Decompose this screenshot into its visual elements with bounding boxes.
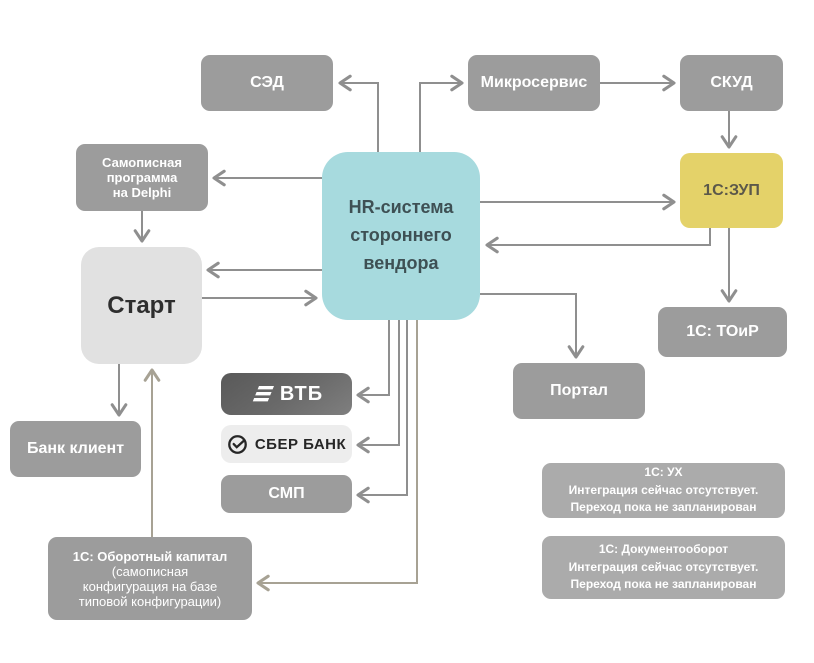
- node-note-uh-label: Интеграция сейчас отсутствует.: [568, 482, 759, 497]
- vtb-stripes-icon: [250, 386, 274, 403]
- node-start-label: Старт: [107, 291, 176, 319]
- node-smp: [221, 475, 352, 513]
- node-obk: [48, 537, 252, 620]
- node-delphi: [76, 144, 208, 211]
- node-obk-label: 1С: Оборотный капитал: [72, 548, 228, 564]
- node-note-uh-label: 1С: УХ: [644, 465, 683, 480]
- sber-check-icon: [227, 434, 248, 455]
- node-zup-label: 1С:ЗУП: [703, 181, 760, 199]
- node-sber-label: СБЕР БАНК: [254, 435, 347, 453]
- node-note-doc: [542, 536, 785, 599]
- node-obk-label: (самописная: [111, 563, 189, 579]
- node-portal: [513, 363, 645, 419]
- node-portal-label: Портал: [550, 382, 608, 399]
- node-vtb-label-wrap: [280, 383, 323, 406]
- node-note-doc-label: Переход пока не запланирован: [570, 577, 757, 592]
- node-delphi-label: Самописная: [102, 155, 182, 170]
- node-start: [81, 247, 202, 364]
- node-delphi-label: программа: [106, 170, 178, 185]
- edge-hr-to-portal: [480, 294, 576, 357]
- node-hr-label: HR-система: [348, 197, 454, 218]
- node-skud: [680, 55, 783, 111]
- node-note-doc-label: Интеграция сейчас отсутствует.: [568, 559, 759, 574]
- node-delphi-label: на Delphi: [112, 185, 172, 200]
- edge-hr-to-sber: [358, 320, 399, 445]
- node-bank-client-label: Банк клиент: [26, 440, 125, 457]
- node-sber-label-wrap: [255, 436, 346, 453]
- node-hr-label: вендора: [363, 252, 439, 273]
- node-vtb: [221, 373, 352, 415]
- node-hr: [322, 152, 480, 320]
- node-note-uh-label: Переход пока не запланирован: [570, 500, 757, 515]
- node-microservice: [468, 55, 600, 111]
- node-note-uh: [542, 463, 785, 518]
- node-toir: [658, 307, 787, 357]
- node-toir-label: 1С: ТОиР: [686, 323, 759, 340]
- edge-hr-to-sed: [340, 83, 378, 152]
- node-sed: [201, 55, 333, 111]
- node-skud-label: СКУД: [710, 74, 753, 91]
- node-sed-label: СЭД: [250, 74, 284, 91]
- node-note-doc-label: 1С: Документооборот: [598, 542, 729, 557]
- node-hr-label: стороннего: [350, 225, 452, 246]
- node-smp-label: СМП: [268, 485, 305, 502]
- node-bank-client: [10, 421, 141, 477]
- node-sber: [221, 425, 352, 463]
- edge-hr-to-smp: [358, 320, 407, 495]
- node-microservice-label: Микросервис: [480, 74, 588, 91]
- edge-hr-to-microservice: [420, 83, 462, 152]
- node-obk-label: типовой конфигурации): [78, 593, 222, 609]
- node-obk-label: конфигурация на базе: [82, 578, 218, 594]
- edge-zup-to-hr: [487, 228, 710, 245]
- edge-hr-to-vtb: [358, 320, 389, 395]
- node-zup: [680, 153, 783, 228]
- node-vtb-label: ВТБ: [279, 382, 324, 405]
